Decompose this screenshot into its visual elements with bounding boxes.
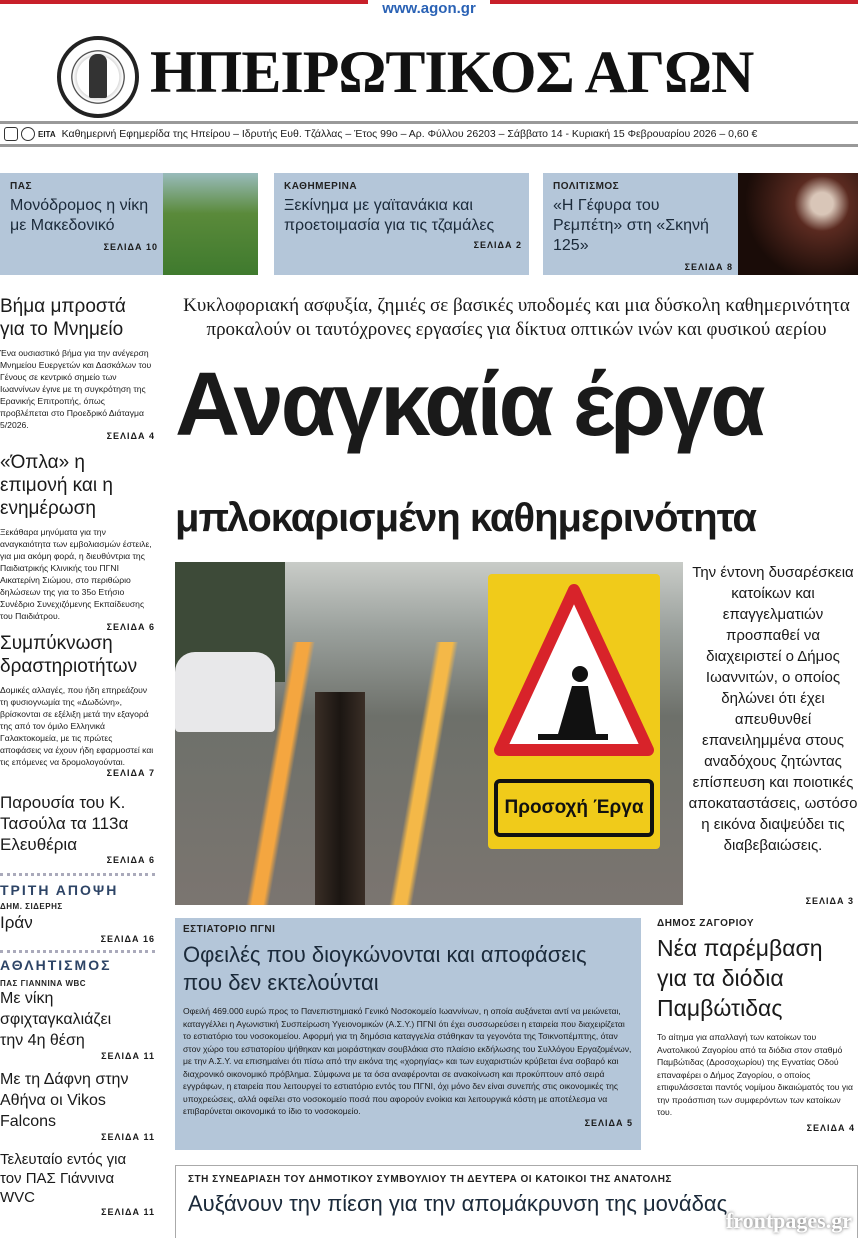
- opinion-section[interactable]: [0, 873, 155, 944]
- article-page: ΣΕΛΙΔΑ 6: [106, 622, 155, 632]
- article-page: ΣΕΛΙΔΑ 6: [106, 855, 155, 865]
- article-title: Αυξάνουν την πίεση για την απομάκρυνση της μονάδας: [188, 1191, 728, 1216]
- article-zagori[interactable]: [657, 918, 855, 1133]
- sports-kicker: ΠΑΣ ΓΙΑΝΝΙΝΑ WBC: [0, 979, 87, 988]
- teaser-title: Ξεκίνημα με γαϊτανάκια και προετοιμασία για τις τζαμάλες: [284, 197, 495, 234]
- worker-warning-icon: [488, 574, 660, 774]
- logo-emblem-icon: [57, 36, 139, 118]
- section-heading: ΑΘΛΗΤΙΣΜΟΣ: [0, 957, 112, 973]
- left-column: [0, 295, 155, 1217]
- sports-item[interactable]: [0, 1069, 155, 1142]
- sports-section: [0, 950, 155, 1217]
- teaser-title: Μονόδρομος η νίκη με Μακεδονικό: [10, 197, 149, 234]
- article-emvolia[interactable]: [0, 447, 155, 632]
- teaser-title: «Η Γέφυρα του Ρεμπέτη» στη «Σκηνή 125»: [553, 197, 709, 254]
- article-text: Δομικές αλλαγές, που ήδη επηρεάζουν τη φυσιογνωμία της «Δωδώνη», βρίσκονται σε εξέλιξη μετά την εξαγορά της από τον όμιλο Ελληνικά Γαλακτοκομεία, με τις πρώτες αποφάσεις να έχουν ήδη εφαρμοστεί και τις επόμενες να δρομολογούνται.: [0, 685, 154, 767]
- print-icon: [4, 127, 18, 141]
- warning-sign: [488, 574, 660, 849]
- article-title: Συμπύκνωση δραστηριοτήτων: [0, 633, 138, 677]
- teaser-kicker: ΚΑΘΗΜΕΡΙΝΑ: [284, 181, 358, 192]
- teaser-page: ΣΕΛΙΔΑ 2: [473, 240, 522, 250]
- article-page: ΣΕΛΙΔΑ 4: [106, 431, 155, 441]
- teaser-kicker: ΠΟΛΙΤΙΣΜΟΣ: [553, 181, 620, 192]
- article-tasoulas[interactable]: [0, 792, 155, 865]
- teaser-page: ΣΕΛΙΔΑ 8: [684, 262, 733, 272]
- main-side-text: Την έντονη δυσαρέσκεια κατοίκων και επαγγελματιών προσπαθεί να διαχειριστεί ο Δήμος Ιωαννιτών, ο οποίος δηλώνει ότι έχει απευθυνθεί επανειλημμένα στους αναδόχους ζητώντας επίσπευση και ποιοτικές αποκαταστάσεις, ωστόσο η εικόνα διαψεύδει τις διαβεβαιώσεις.: [688, 564, 858, 854]
- masthead-title: ΗΠΕΙΡΩΤΙΚΟΣ ΑΓΩΝ: [150, 39, 754, 105]
- article-mnimeio[interactable]: [0, 295, 155, 447]
- article-title: Βήμα μπροστά για το Μνημείο: [0, 296, 126, 340]
- main-headline-secondary: μπλοκαρισμένη καθημερινότητα: [175, 496, 757, 540]
- article-restaurant[interactable]: [175, 918, 641, 1150]
- article-text: Το αίτημα για απαλλαγή των κατοίκων του Ανατολικού Ζαγορίου από τα διόδια στον σταθμό Παμβώτιδας (Δροσοχωρίου) της Εγνατίας Οδού επαναφέρει ο Δήμος Ζαγορίου, ο οποίος επιφυλάσσεται παντός νομίμου δικαιώματός του για την προάσπιση των συμφερόντων των κατοίκων του.: [657, 1032, 853, 1117]
- site-url[interactable]: [0, 0, 858, 18]
- sports-page: ΣΕΛΙΔΑ 11: [101, 1051, 155, 1061]
- main-page: ΣΕΛΙΔΑ 3: [805, 896, 854, 906]
- sports-title: Τελευταίο εντός για τον ΠΑΣ Γιάννινα WVC: [0, 1151, 127, 1206]
- article-kicker: ΕΣΤΙΑΤΟΡΙΟ ΠΓΝΙ: [183, 924, 276, 935]
- sports-item[interactable]: [0, 1150, 155, 1217]
- main-subtitle: Κυκλοφοριακή ασφυξία, ζημιές σε βασικές υποδομές και μια δύσκολη καθημερινότητα προκαλούν οι ταυτόχρονες εργασίες για δίκτυα οπτικών ινών και φυσικού αερίου: [183, 295, 850, 340]
- article-title: «Όπλα» η επιμονή και η ενημέρωση: [0, 452, 113, 519]
- issue-info: Καθημερινή Εφημερίδα της Ηπείρου – Ιδρυτής Ευθ. Τζάλλας – Έτος 99ο – Αρ. Φύλλου 26203 – Σάββατο 14 - Κυριακή 15 Φεβρουαρίου 2026 – 0,60 €: [61, 128, 758, 140]
- teaser-pas[interactable]: [0, 173, 258, 275]
- sports-item[interactable]: [0, 988, 155, 1061]
- opinion-author: ΔΗΜ. ΣΙΔΕΡΗΣ: [0, 902, 63, 911]
- article-kicker: ΣΤΗ ΣΥΝΕΔΡΙΑΣΗ ΤΟΥ ΔΗΜΟΤΙΚΟΥ ΣΥΜΒΟΥΛΙΟΥ ΤΗ ΔΕΥΤΕΡΑ ΟΙ ΚΑΤΟΙΚΟΙ ΤΗΣ ΑΝΑΤΟΛΗΣ: [188, 1174, 672, 1185]
- seal-icon: [21, 127, 35, 141]
- sports-page: ΣΕΛΙΔΑ 11: [101, 1132, 155, 1142]
- article-text: Ξεκάθαρα μηνύματα για την αναγκαιότητα των εμβολιασμών έστειλε, για μια ακόμη φορά, η διευθύντρια της Παιδιατρικής Κλινικής του ΠΓΝΙ Αικατερίνη Σιώμου, στο περιθώριο δηλώσεων της για το 35ο Ετήσιο Συνέδριο Συνεχιζόμενης Εκπαίδευσης του Παιδιάτρου.: [0, 527, 152, 621]
- roadworks-photo: [175, 562, 683, 905]
- watermark: frontpages.gr: [725, 1208, 852, 1233]
- teaser-kathimerina[interactable]: [274, 173, 529, 275]
- main-headline[interactable]: Αναγκαία έργα: [175, 355, 763, 455]
- article-page: ΣΕΛΙΔΑ 7: [106, 768, 155, 778]
- section-heading: ΤΡΙΤΗ ΑΠΟΨΗ: [0, 882, 119, 898]
- article-page: ΣΕΛΙΔΑ 4: [806, 1122, 855, 1133]
- site-url-text[interactable]: www.agon.gr: [368, 0, 490, 17]
- opinion-title: Ιράν: [0, 913, 33, 932]
- article-page: ΣΕΛΙΔΑ 5: [584, 1117, 633, 1128]
- teaser-page: ΣΕΛΙΔΑ 10: [103, 242, 158, 252]
- teaser-photo-musician: [738, 173, 858, 275]
- sports-title: Με τη Δάφνη στην Αθήνα οι Vikos Falcons: [0, 1071, 129, 1130]
- issue-info-bar: [0, 121, 858, 147]
- photo-trench: [315, 692, 365, 905]
- opinion-page: ΣΕΛΙΔΑ 16: [100, 934, 155, 944]
- article-text: Οφειλή 469.000 ευρώ προς το Πανεπιστημιακό Γενικό Νοσοκομείο Ιωαννίνων, η οποία αυξάνεται αντί να μειώνεται, καταγγέλλει η Αγωνιστική Συσπείρωση Υγειονομικών (Α.Σ.Υ.) ΠΓΝΙ ότι έχει συσσωρεύσει η εταιρεία που διαχειρίζεται το εστιατόριο του νοσοκομείου. Αφορμή για τη δημόσια καταγγελία στάθηκαν τα γεγονότα της Τσικνοπέμπτης, όταν στον χώρο του εστιατορίου ψήθηκαν και μοιράστηκαν σουβλάκια στο πλαίσιο εκδήλωσης του Συλλόγου Εργαζομένων, με την Α.Σ.Υ. να επισημαίνει ότι πίσω από την εικόνα της «χορηγίας» και των ευχαριστιών κρύβεται ένα σοβαρό και διαχρονικό οικονομικό πρόβλημα. Σύμφωνα με τα όσα αναφέρονται σε ανακοίνωση και προκύπτουν από σειρά εγγράφων, η εταιρεία που λειτουργεί το εστιατόριο εντός του ΠΓΝΙ, όχι μόνο δεν είναι συνεπής στις οικονομικές της υποχρεώσεις, αλλά οφείλει στο νοσοκομείο ποσά που αφορούν ενοίκια και λειτουργικά κόστη με αποτέλεσμα να επιβαρύνεται οικονομικά το ίδιο το νοσοκομείο.: [183, 1006, 632, 1116]
- teaser-kicker: ΠΑΣ: [10, 181, 32, 192]
- article-text: Ένα ουσιαστικό βήμα για την ανέγερση Μνημείου Ευεργετών και Δασκάλων του Γένους σε κεντρικό σημείο των Ιωαννίνων έγινε με τη συγκρότηση της Ερανικής Επιτροπής, όπως προβλέπεται στο Προεδρικό Διάταγμα 5/2026.: [0, 348, 152, 430]
- article-kicker: ΔΗΜΟΣ ΖΑΓΟΡΙΟΥ: [657, 918, 755, 929]
- eita-badge: ΕΙΤΑ: [38, 129, 56, 139]
- warning-sign-text: Προσοχή Έργα: [494, 779, 654, 837]
- article-title: Οφειλές που διογκώνονται και αποφάσεις που δεν εκτελούνται: [183, 942, 587, 995]
- article-title: Νέα παρέμβαση για τα διόδια Παμβώτιδας: [657, 935, 823, 1021]
- article-dodoni[interactable]: [0, 632, 155, 792]
- article-title: Παρουσία του Κ. Τασούλα τα 113α Ελευθέρια: [0, 793, 129, 854]
- sports-page: ΣΕΛΙΔΑ 11: [101, 1207, 155, 1217]
- teaser-photo-football: [163, 173, 258, 275]
- sports-title: Με νίκη σφιχταγκαλιάζει την 4η θέση: [0, 990, 112, 1049]
- teaser-politismos[interactable]: [543, 173, 858, 275]
